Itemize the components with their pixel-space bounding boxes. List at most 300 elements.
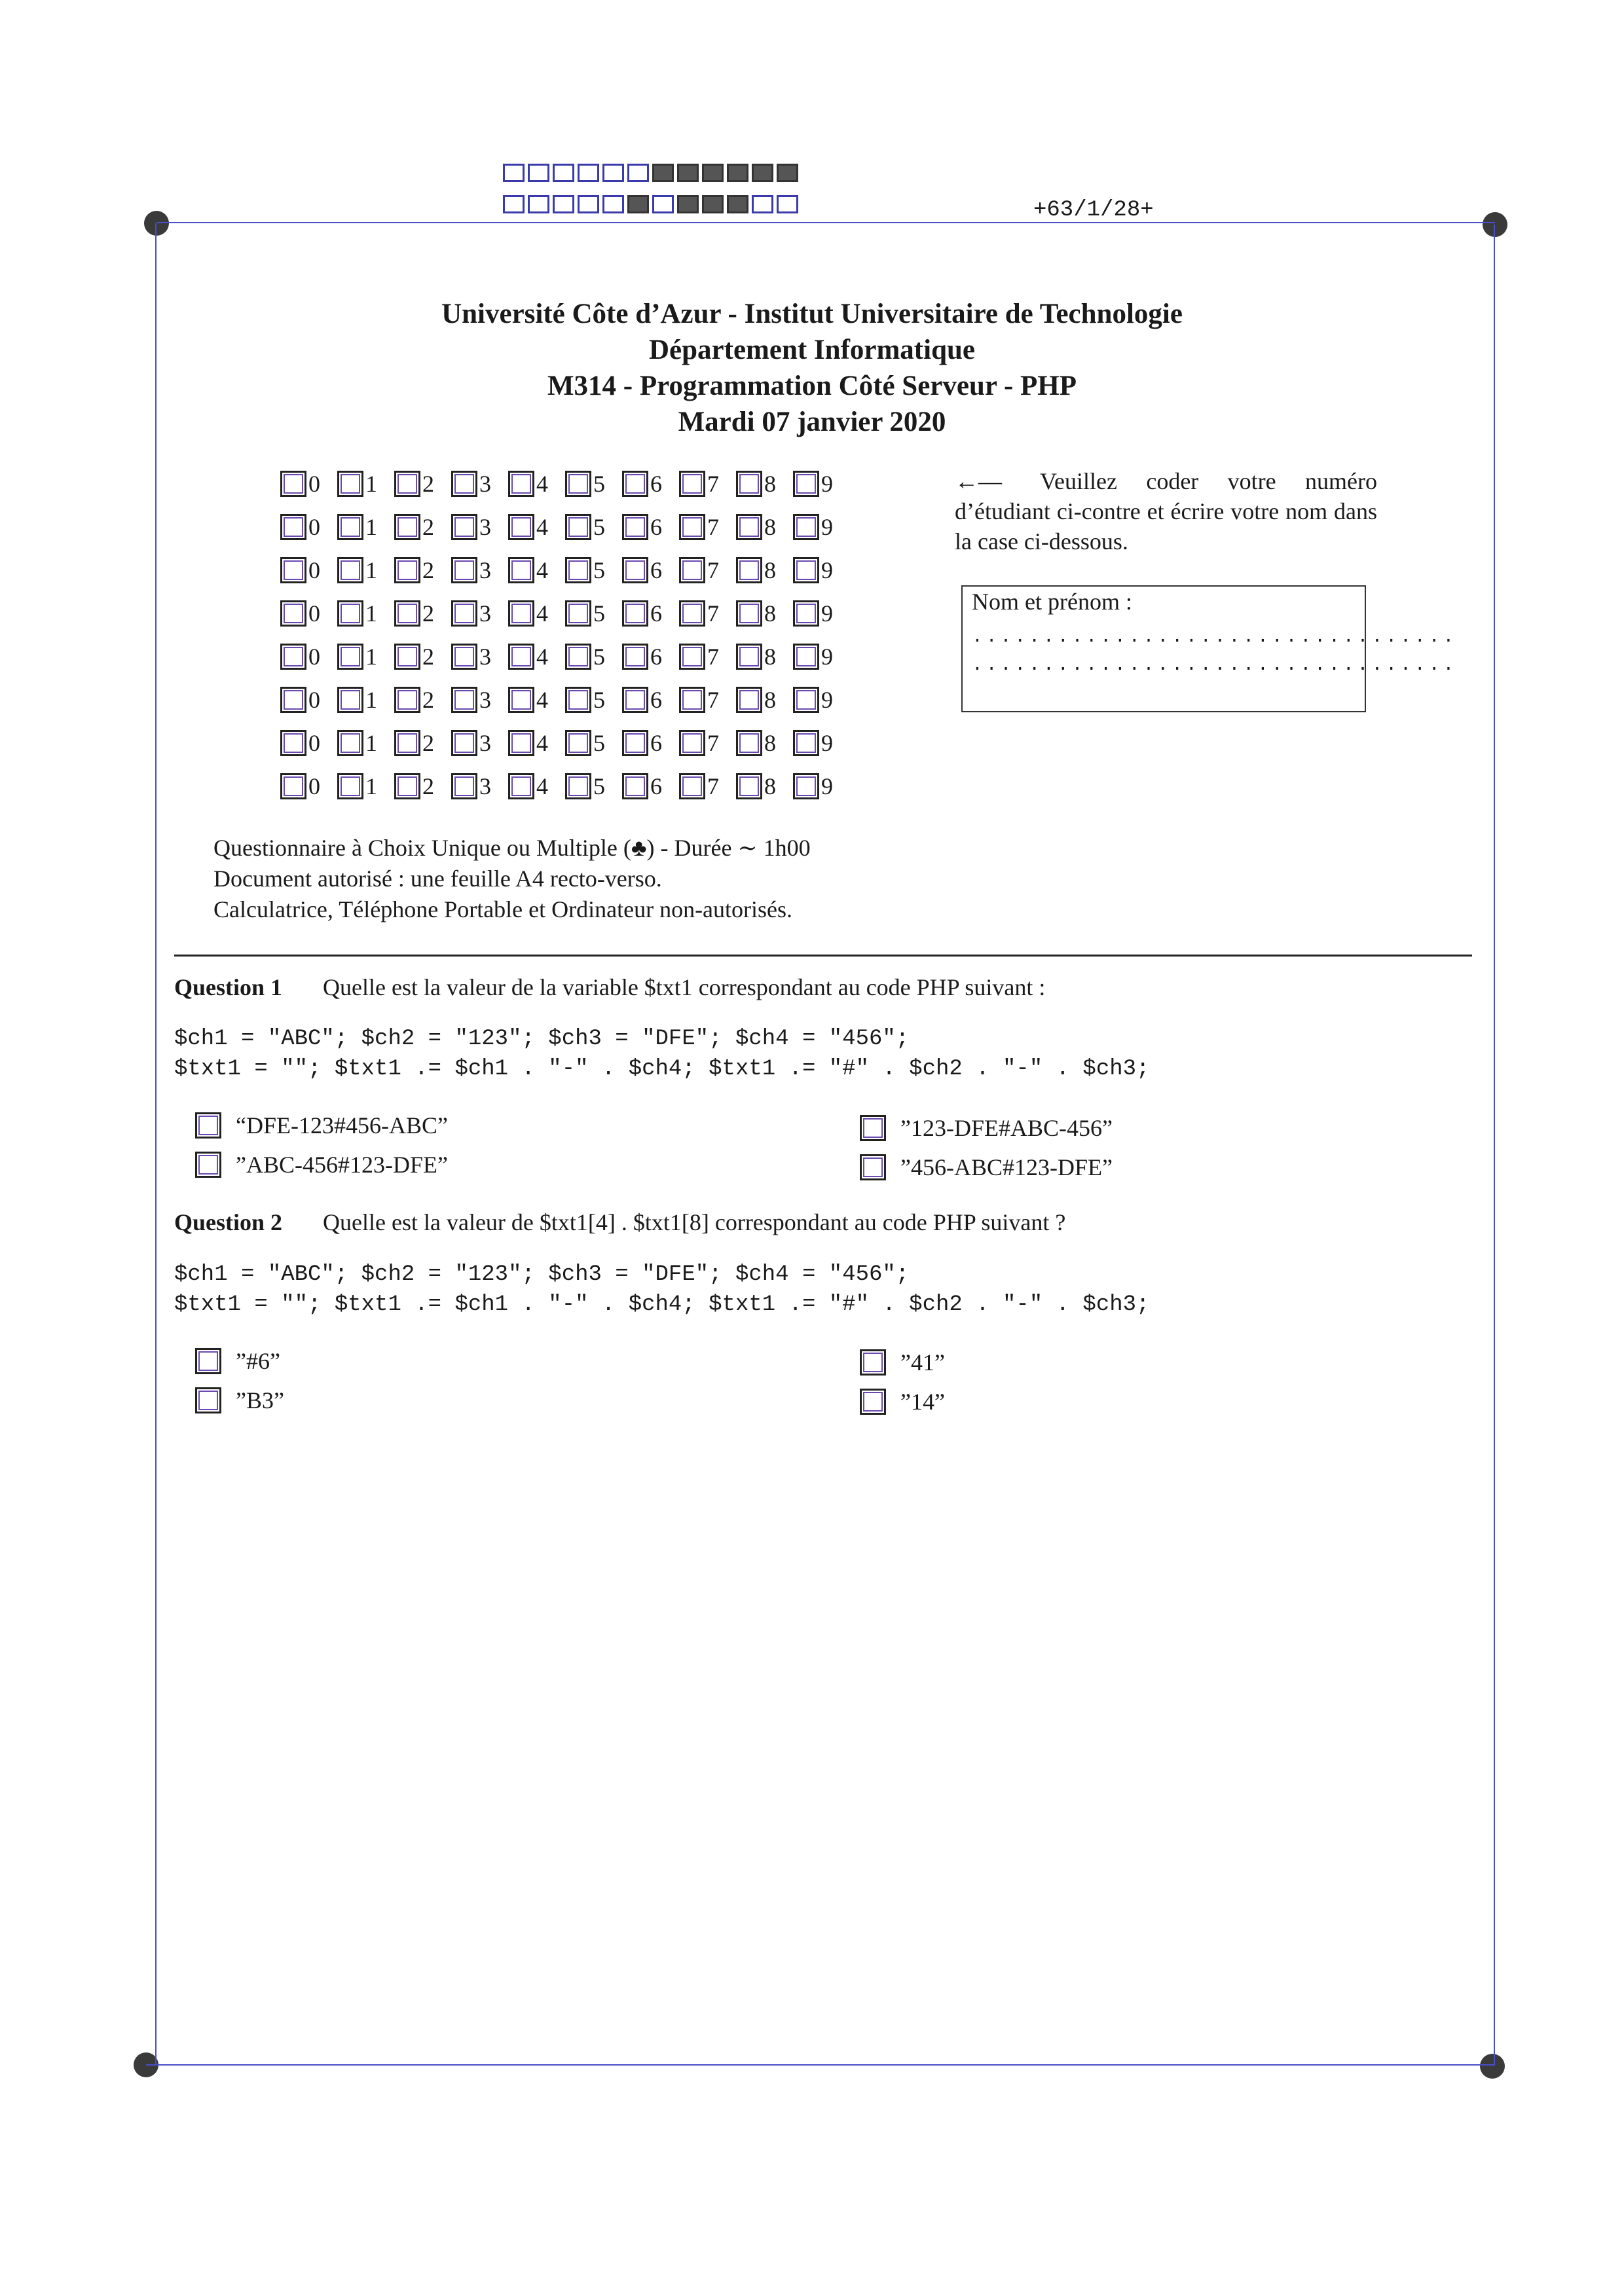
digit-option[interactable] — [451, 773, 508, 800]
checkbox[interactable] — [337, 687, 363, 713]
digit-label: 2 — [422, 730, 434, 756]
question-2-answer-d[interactable] — [860, 1388, 945, 1415]
digit-option[interactable] — [793, 513, 850, 541]
frame-top — [157, 222, 1495, 223]
digit-option[interactable] — [736, 643, 793, 670]
digit-option[interactable] — [622, 513, 679, 541]
digit-option[interactable] — [451, 600, 508, 627]
checkbox[interactable] — [394, 773, 420, 799]
question-1-answer-a[interactable] — [195, 1112, 448, 1139]
checkbox[interactable] — [451, 687, 477, 713]
digit-option[interactable] — [622, 470, 679, 498]
digit-option[interactable] — [793, 470, 850, 498]
digit-option[interactable] — [280, 470, 337, 498]
question-2-title — [174, 1209, 1065, 1236]
digit-label: 8 — [764, 730, 776, 756]
barcode-row-1 — [503, 164, 798, 182]
answer-label: ”ABC-456#123-DFE” — [236, 1152, 448, 1178]
checkbox[interactable] — [195, 1387, 221, 1413]
digit-label: 0 — [308, 730, 320, 756]
question-1-answer-d[interactable] — [860, 1154, 1113, 1181]
digit-option[interactable] — [280, 643, 337, 670]
question-2-code-line-1: $ch1 = "ABC"; $ch2 = "123"; $ch3 = "DFE"; $ch4 = "456"; — [174, 1262, 910, 1287]
digit-option[interactable] — [451, 513, 508, 541]
digit-option[interactable] — [679, 729, 736, 757]
student-number-row — [280, 549, 850, 592]
digit-label: 6 — [650, 557, 662, 583]
student-number-row — [280, 462, 850, 505]
digit-option[interactable] — [337, 773, 394, 800]
digit-option[interactable] — [736, 729, 793, 757]
checkbox[interactable] — [451, 644, 477, 670]
question-1-label: Question 1 — [174, 974, 283, 1000]
checkbox[interactable] — [565, 730, 591, 756]
digit-option[interactable] — [337, 556, 394, 584]
digit-option[interactable] — [622, 773, 679, 800]
barcode-cell — [727, 195, 748, 213]
checkbox[interactable] — [793, 730, 819, 756]
digit-option[interactable] — [337, 600, 394, 627]
barcode-cell — [752, 195, 773, 213]
digit-label: 5 — [593, 471, 605, 497]
digit-label: 3 — [479, 471, 491, 497]
frame-bottom — [146, 2064, 1494, 2066]
answer-label: ”B3” — [236, 1387, 284, 1413]
digit-label: 8 — [764, 773, 776, 799]
digit-option[interactable] — [679, 556, 736, 584]
checkbox[interactable] — [337, 730, 363, 756]
digit-label: 7 — [707, 600, 719, 627]
checkbox[interactable] — [565, 514, 591, 540]
checkbox[interactable] — [337, 644, 363, 670]
barcode-cell — [602, 164, 624, 182]
name-field[interactable] — [961, 585, 1458, 712]
digit-option[interactable] — [508, 513, 565, 541]
question-2-code — [174, 1260, 1149, 1320]
rules-line-3: Calculatrice, Téléphone Portable et Ordinateur non-autorisés. — [213, 896, 793, 922]
registration-mark-top-right — [1483, 212, 1507, 237]
checkbox[interactable] — [337, 471, 363, 497]
checkbox[interactable] — [451, 600, 477, 627]
barcode-cell — [652, 195, 674, 213]
checkbox[interactable] — [679, 687, 705, 713]
digit-option[interactable] — [622, 600, 679, 627]
checkbox[interactable] — [860, 1115, 886, 1141]
checkbox[interactable] — [736, 600, 762, 627]
digit-option[interactable] — [679, 600, 736, 627]
digit-label: 9 — [821, 687, 833, 713]
checkbox[interactable] — [394, 471, 420, 497]
answer-label: ”456-ABC#123-DFE” — [900, 1154, 1113, 1180]
barcode-cell — [578, 164, 599, 182]
digit-option[interactable] — [508, 643, 565, 670]
question-2-text: Quelle est la valeur de $txt1[4] . $txt1[8] correspondant au code PHP suivant ? — [323, 1209, 1066, 1235]
digit-label: 1 — [365, 600, 377, 627]
digit-label: 5 — [593, 600, 605, 627]
digit-option[interactable] — [337, 729, 394, 757]
digit-option[interactable] — [394, 600, 451, 627]
question-1-code-line-1: $ch1 = "ABC"; $ch2 = "123"; $ch3 = "DFE"; $ch4 = "456"; — [174, 1027, 910, 1051]
answer-label: ”41” — [900, 1349, 945, 1376]
checkbox[interactable] — [622, 773, 648, 799]
digit-label: 0 — [308, 644, 320, 670]
digit-label: 2 — [422, 773, 434, 799]
digit-option[interactable] — [337, 686, 394, 714]
digit-option[interactable] — [565, 470, 622, 498]
digit-label: 9 — [821, 730, 833, 756]
digit-option[interactable] — [394, 643, 451, 670]
digit-option[interactable] — [736, 513, 793, 541]
name-field-line-1: .................................. — [972, 627, 1458, 647]
digit-option[interactable] — [451, 686, 508, 714]
checkbox[interactable] — [451, 773, 477, 799]
name-field-label: Nom et prénom : — [972, 589, 1132, 615]
checkbox[interactable] — [565, 557, 591, 583]
checkbox[interactable] — [736, 687, 762, 713]
digit-label: 5 — [593, 514, 605, 540]
barcode-row-2 — [503, 195, 798, 213]
checkbox[interactable] — [793, 644, 819, 670]
instructions — [955, 466, 1377, 556]
digit-label: 1 — [365, 644, 377, 670]
digit-option[interactable] — [451, 470, 508, 498]
digit-option[interactable] — [565, 686, 622, 714]
digit-option[interactable] — [622, 556, 679, 584]
digit-label: 2 — [422, 644, 434, 670]
question-2-label: Question 2 — [174, 1209, 283, 1235]
digit-option[interactable] — [679, 686, 736, 714]
question-2-answer-a[interactable] — [195, 1347, 280, 1375]
barcode-cell — [777, 164, 798, 182]
digit-label: 6 — [650, 773, 662, 799]
student-number-row — [280, 678, 850, 721]
checkbox[interactable] — [793, 600, 819, 627]
digit-label: 8 — [764, 644, 776, 670]
checkbox[interactable] — [508, 557, 534, 583]
digit-label: 3 — [479, 644, 491, 670]
digit-option[interactable] — [793, 643, 850, 670]
question-2-code-line-2: $txt1 = ""; $txt1 .= $ch1 . "-" . $ch4; $txt1 .= "#" . $ch2 . "-" . $ch3; — [174, 1292, 1150, 1317]
checkbox[interactable] — [793, 514, 819, 540]
digit-option[interactable] — [679, 513, 736, 541]
checkbox[interactable] — [337, 600, 363, 627]
digit-label: 9 — [821, 471, 833, 497]
student-number-row — [280, 635, 850, 678]
digit-option[interactable] — [280, 729, 337, 757]
digit-option[interactable] — [451, 729, 508, 757]
checkbox[interactable] — [337, 557, 363, 583]
digit-option[interactable] — [679, 643, 736, 670]
digit-label: 1 — [365, 557, 377, 583]
digit-label: 9 — [821, 644, 833, 670]
checkbox[interactable] — [195, 1348, 221, 1374]
digit-label: 6 — [650, 600, 662, 627]
digit-label: 7 — [707, 514, 719, 540]
digit-label: 6 — [650, 730, 662, 756]
checkbox[interactable] — [280, 471, 306, 497]
checkbox[interactable] — [793, 471, 819, 497]
checkbox[interactable] — [394, 600, 420, 627]
digit-label: 4 — [536, 644, 548, 670]
frame-right — [1494, 225, 1495, 2066]
digit-option[interactable] — [394, 556, 451, 584]
question-1-code-line-2: $txt1 = ""; $txt1 .= $ch1 . "-" . $ch4; $txt1 .= "#" . $ch2 . "-" . $ch3; — [174, 1057, 1150, 1082]
digit-option[interactable] — [508, 729, 565, 757]
digit-label: 1 — [365, 471, 377, 497]
checkbox[interactable] — [195, 1112, 221, 1139]
barcode-cell — [627, 195, 649, 213]
digit-label: 8 — [764, 687, 776, 713]
digit-label: 5 — [593, 687, 605, 713]
digit-label: 7 — [707, 471, 719, 497]
checkbox[interactable] — [793, 687, 819, 713]
digit-option[interactable] — [736, 556, 793, 584]
checkbox[interactable] — [679, 730, 705, 756]
student-number-grid — [280, 462, 850, 808]
barcode-cell — [503, 195, 525, 213]
digit-option[interactable] — [793, 729, 850, 757]
digit-label: 9 — [821, 773, 833, 799]
student-number-row — [280, 505, 850, 549]
checkbox[interactable] — [736, 557, 762, 583]
digit-option[interactable] — [565, 643, 622, 670]
checkbox[interactable] — [679, 557, 705, 583]
digit-label: 8 — [764, 600, 776, 627]
checkbox[interactable] — [280, 514, 306, 540]
digit-option[interactable] — [394, 470, 451, 498]
digit-label: 4 — [536, 600, 548, 627]
checkbox[interactable] — [508, 514, 534, 540]
answer-label: ”#6” — [236, 1348, 280, 1374]
digit-option[interactable] — [508, 600, 565, 627]
digit-option[interactable] — [280, 686, 337, 714]
digit-option[interactable] — [565, 513, 622, 541]
checkbox[interactable] — [622, 557, 648, 583]
checkbox[interactable] — [679, 471, 705, 497]
digit-label: 2 — [422, 471, 434, 497]
digit-option[interactable] — [337, 513, 394, 541]
checkbox[interactable] — [394, 730, 420, 756]
digit-option[interactable] — [280, 513, 337, 541]
checkbox[interactable] — [860, 1389, 886, 1415]
digit-option[interactable] — [508, 686, 565, 714]
digit-label: 3 — [479, 600, 491, 627]
checkbox[interactable] — [280, 730, 306, 756]
question-1-code — [174, 1024, 1149, 1084]
digit-option[interactable] — [622, 686, 679, 714]
checkbox[interactable] — [508, 471, 534, 497]
barcode-cell — [602, 195, 624, 213]
digit-label: 2 — [422, 557, 434, 583]
barcode-cell — [752, 164, 773, 182]
checkbox[interactable] — [622, 687, 648, 713]
checkbox[interactable] — [508, 773, 534, 799]
digit-option[interactable] — [451, 643, 508, 670]
checkbox[interactable] — [280, 773, 306, 799]
digit-option[interactable] — [508, 773, 565, 800]
checkbox[interactable] — [280, 600, 306, 627]
digit-option[interactable] — [337, 643, 394, 670]
checkbox[interactable] — [860, 1154, 886, 1180]
checkbox[interactable] — [195, 1152, 221, 1178]
digit-option[interactable] — [793, 556, 850, 584]
arrow-left-icon: ←— — [955, 468, 1002, 494]
checkbox[interactable] — [508, 687, 534, 713]
digit-label: 8 — [764, 514, 776, 540]
digit-option[interactable] — [793, 773, 850, 800]
digit-option[interactable] — [394, 773, 451, 800]
checkbox[interactable] — [508, 644, 534, 670]
digit-option[interactable] — [736, 470, 793, 498]
checkbox[interactable] — [451, 730, 477, 756]
digit-label: 3 — [479, 514, 491, 540]
digit-option[interactable] — [736, 686, 793, 714]
digit-option[interactable] — [679, 470, 736, 498]
barcode-cell — [727, 164, 748, 182]
checkbox[interactable] — [860, 1349, 886, 1376]
digit-label: 5 — [593, 730, 605, 756]
checkbox[interactable] — [622, 600, 648, 627]
digit-option[interactable] — [280, 556, 337, 584]
digit-label: 4 — [536, 514, 548, 540]
digit-option[interactable] — [565, 556, 622, 584]
checkbox[interactable] — [622, 514, 648, 540]
checkbox[interactable] — [565, 687, 591, 713]
student-number-row — [280, 765, 850, 808]
checkbox[interactable] — [622, 644, 648, 670]
digit-option[interactable] — [394, 686, 451, 714]
digit-label: 4 — [536, 773, 548, 799]
checkbox[interactable] — [622, 471, 648, 497]
checkbox[interactable] — [679, 514, 705, 540]
digit-label: 0 — [308, 557, 320, 583]
checkbox[interactable] — [679, 773, 705, 799]
checkbox[interactable] — [622, 730, 648, 756]
checkbox[interactable] — [451, 471, 477, 497]
digit-option[interactable] — [565, 729, 622, 757]
checkbox[interactable] — [394, 644, 420, 670]
checkbox[interactable] — [736, 730, 762, 756]
digit-option[interactable] — [280, 773, 337, 800]
checkbox[interactable] — [280, 644, 306, 670]
digit-option[interactable] — [508, 470, 565, 498]
digit-label: 5 — [593, 773, 605, 799]
checkbox[interactable] — [565, 471, 591, 497]
digit-option[interactable] — [679, 773, 736, 800]
checkbox[interactable] — [508, 600, 534, 627]
barcode-cell — [702, 195, 724, 213]
checkbox[interactable] — [679, 644, 705, 670]
checkbox[interactable] — [451, 557, 477, 583]
answer-label: “DFE-123#456-ABC” — [236, 1112, 448, 1139]
checkbox[interactable] — [394, 514, 420, 540]
barcode-cell — [553, 164, 574, 182]
checkbox[interactable] — [508, 730, 534, 756]
answer-label: ”14” — [900, 1389, 945, 1415]
question-2-answer-b[interactable] — [860, 1349, 945, 1376]
digit-label: 3 — [479, 557, 491, 583]
digit-label: 9 — [821, 514, 833, 540]
digit-option[interactable] — [337, 470, 394, 498]
header-course: M314 - Programmation Côté Serveur - PHP — [547, 371, 1077, 401]
checkbox[interactable] — [337, 773, 363, 799]
checkbox[interactable] — [394, 557, 420, 583]
digit-label: 0 — [308, 471, 320, 497]
digit-option[interactable] — [565, 600, 622, 627]
digit-label: 7 — [707, 773, 719, 799]
checkbox[interactable] — [280, 557, 306, 583]
digit-label: 1 — [365, 514, 377, 540]
digit-option[interactable] — [565, 773, 622, 800]
checkbox[interactable] — [736, 773, 762, 799]
checkbox[interactable] — [736, 514, 762, 540]
digit-label: 2 — [422, 687, 434, 713]
checkbox[interactable] — [280, 687, 306, 713]
digit-label: 4 — [536, 687, 548, 713]
digit-option[interactable] — [451, 556, 508, 584]
checkbox[interactable] — [451, 514, 477, 540]
digit-label: 3 — [479, 730, 491, 756]
digit-option[interactable] — [280, 600, 337, 627]
digit-option[interactable] — [793, 686, 850, 714]
question-2-answer-c[interactable] — [195, 1387, 284, 1414]
barcode-cell — [652, 164, 674, 182]
checkbox[interactable] — [565, 644, 591, 670]
rules-line-1: Questionnaire à Choix Unique ou Multiple (♣) - Durée ∼ 1h00 — [213, 835, 811, 861]
question-1-answer-c[interactable] — [195, 1151, 448, 1178]
digit-option[interactable] — [394, 513, 451, 541]
question-1-answer-b[interactable] — [860, 1114, 1113, 1142]
digit-option[interactable] — [736, 600, 793, 627]
digit-option[interactable] — [394, 729, 451, 757]
checkbox[interactable] — [736, 471, 762, 497]
checkbox[interactable] — [394, 687, 420, 713]
checkbox[interactable] — [793, 773, 819, 799]
checkbox[interactable] — [565, 600, 591, 627]
digit-option[interactable] — [793, 600, 850, 627]
barcode-cell — [553, 195, 574, 213]
checkbox[interactable] — [565, 773, 591, 799]
digit-label: 7 — [707, 557, 719, 583]
digit-label: 8 — [764, 471, 776, 497]
barcode-cell — [677, 195, 699, 213]
digit-option[interactable] — [622, 729, 679, 757]
instructions-text: Veuillez coder votre numéro d’étudiant ci-contre et écrire votre nom dans la case ci-dessous. — [955, 468, 1377, 555]
checkbox[interactable] — [337, 514, 363, 540]
digit-label: 5 — [593, 644, 605, 670]
frame-left — [155, 223, 157, 2064]
digit-label: 0 — [308, 773, 320, 799]
divider — [174, 955, 1472, 957]
digit-option[interactable] — [736, 773, 793, 800]
digit-label: 8 — [764, 557, 776, 583]
digit-label: 5 — [593, 557, 605, 583]
barcode-cell — [702, 164, 724, 182]
digit-option[interactable] — [508, 556, 565, 584]
checkbox[interactable] — [679, 600, 705, 627]
checkbox[interactable] — [736, 644, 762, 670]
digit-option[interactable] — [622, 643, 679, 670]
checkbox[interactable] — [793, 557, 819, 583]
digit-label: 3 — [479, 773, 491, 799]
digit-label: 1 — [365, 687, 377, 713]
header-department: Département Informatique — [649, 335, 975, 365]
barcode-cell — [777, 195, 798, 213]
digit-label: 3 — [479, 687, 491, 713]
barcode-cell — [677, 164, 699, 182]
digit-label: 6 — [650, 687, 662, 713]
digit-label: 9 — [821, 557, 833, 583]
